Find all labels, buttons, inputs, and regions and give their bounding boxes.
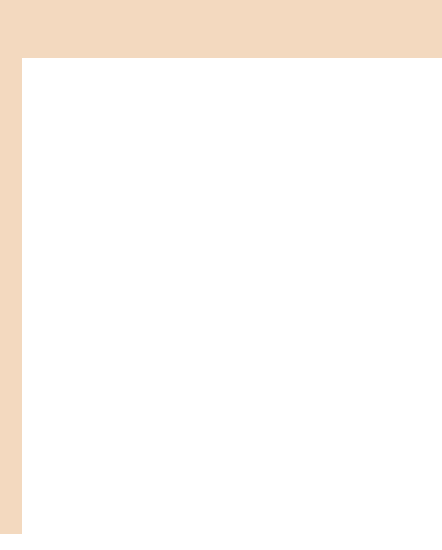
left-decorative-band [0, 0, 22, 534]
top-decorative-band [0, 0, 442, 58]
isbn-barcode [50, 454, 168, 524]
